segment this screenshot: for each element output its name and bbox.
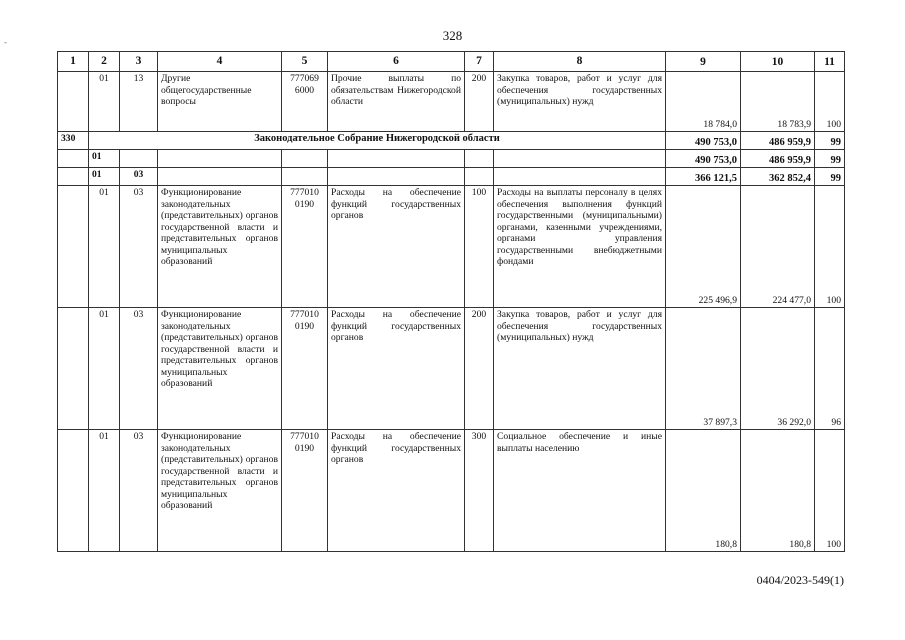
cell-subsection: 03 [120, 308, 158, 430]
cell-expense-type: 100 [465, 186, 494, 308]
cell-empty [282, 150, 328, 168]
cell-subsection: 03 [120, 186, 158, 308]
cell-expense-name: Расходы на выплаты персоналу в целях обеспечения выполнения функций государственными (муниципальными) органами, казенными учреждениями, органами управления государственными внебюджетными фондами [494, 186, 666, 308]
table-row [58, 430, 845, 552]
cell-target-name: Расходы на обеспечение функций государственных органов [328, 308, 465, 430]
cell-planned: 366 121,5 [666, 168, 741, 186]
cell-empty [465, 168, 494, 186]
cell-empty [58, 308, 89, 430]
cell-expense-type: 200 [465, 308, 494, 430]
cell-section: 01 [89, 308, 120, 430]
cell-percent: 100 [815, 186, 845, 308]
department-row [58, 132, 845, 150]
cell-empty [58, 186, 89, 308]
cell-empty [328, 150, 465, 168]
cell-empty [465, 150, 494, 168]
col-header-1: 1 [58, 52, 89, 72]
col-header-5: 5 [282, 52, 328, 72]
subsection-row [58, 168, 845, 186]
budget-table [57, 51, 845, 552]
cell-subsection: 13 [120, 72, 158, 132]
cell-target-code: 777010 0190 [282, 186, 328, 308]
cell-percent: 99 [815, 132, 845, 150]
cell-empty [282, 168, 328, 186]
cell-empty [120, 150, 158, 168]
cell-percent: 99 [815, 150, 845, 168]
cell-planned: 225 496,9 [666, 186, 741, 308]
cell-section-name: Функционирование законодательных (представительных) органов государственной власти и представительных органов муниципальных образований [158, 430, 282, 552]
cell-executed: 224 477,0 [741, 186, 815, 308]
cell-target-name: Расходы на обеспечение функций государственных органов [328, 186, 465, 308]
cell-section: 01 [89, 186, 120, 308]
cell-percent: 99 [815, 168, 845, 186]
cell-department-code: 330 [58, 132, 89, 150]
cell-section: 01 [89, 72, 120, 132]
cell-empty [494, 168, 666, 186]
cell-executed: 486 959,9 [741, 150, 815, 168]
col-header-6: 6 [328, 52, 465, 72]
col-header-3: 3 [120, 52, 158, 72]
col-header-4: 4 [158, 52, 282, 72]
cell-percent: 96 [815, 308, 845, 430]
cell-section: 01 [89, 430, 120, 552]
cell-expense-type: 200 [465, 72, 494, 132]
cell-target-name: Прочие выплаты по обязательствам Нижегородской области [328, 72, 465, 132]
cell-target-code: 777010 0190 [282, 308, 328, 430]
cell-department-name: Законодательное Собрание Нижегородской области [89, 132, 666, 150]
cell-section-name: Функционирование законодательных (представительных) органов государственной власти и представительных органов муниципальных образований [158, 308, 282, 430]
cell-empty [158, 150, 282, 168]
col-header-7: 7 [465, 52, 494, 72]
cell-empty [58, 168, 89, 186]
cell-expense-name: Закупка товаров, работ и услуг для обеспечения государственных (муниципальных) нужд [494, 308, 666, 430]
cell-expense-name: Закупка товаров, работ и услуг для обеспечения государственных (муниципальных) нужд [494, 72, 666, 132]
table-row [58, 186, 845, 308]
table-row [58, 308, 845, 430]
cell-percent: 100 [815, 430, 845, 552]
header-row [58, 52, 845, 72]
page-number: 328 [442, 28, 463, 43]
cell-executed: 180,8 [741, 430, 815, 552]
cell-executed: 486 959,9 [741, 132, 815, 150]
section-row [58, 150, 845, 168]
cell-subsection: 03 [120, 168, 158, 186]
col-header-10: 10 [741, 52, 815, 72]
cell-expense-name: Социальное обеспечение и иные выплаты населению [494, 430, 666, 552]
cell-section-name: Другие общегосударственные вопросы [158, 72, 282, 132]
cell-empty [158, 168, 282, 186]
col-header-2: 2 [89, 52, 120, 72]
cell-target-code: 777069 6000 [282, 72, 328, 132]
cell-subsection: 03 [120, 430, 158, 552]
cell-empty [58, 430, 89, 552]
table-row [58, 72, 845, 132]
cell-section: 01 [89, 150, 120, 168]
cell-expense-type: 300 [465, 430, 494, 552]
cell-section-name: Функционирование законодательных (представительных) органов государственной власти и представительных органов муниципальных образований [158, 186, 282, 308]
cell-planned: 18 784,0 [666, 72, 741, 132]
cell-target-code: 777010 0190 [282, 430, 328, 552]
cell-executed: 18 783,9 [741, 72, 815, 132]
col-header-9: 9 [666, 52, 741, 72]
cell-executed: 36 292,0 [741, 308, 815, 430]
cell-target-name: Расходы на обеспечение функций государственных органов [328, 430, 465, 552]
cell-section: 01 [89, 168, 120, 186]
margin-mark: - [4, 37, 7, 47]
col-header-8: 8 [494, 52, 666, 72]
cell-planned: 180,8 [666, 430, 741, 552]
cell-empty [58, 72, 89, 132]
cell-empty [328, 168, 465, 186]
col-header-11: 11 [815, 52, 845, 72]
cell-percent: 100 [815, 72, 845, 132]
cell-empty [494, 150, 666, 168]
cell-planned: 490 753,0 [666, 150, 741, 168]
cell-executed: 362 852,4 [741, 168, 815, 186]
cell-empty [58, 150, 89, 168]
cell-planned: 490 753,0 [666, 132, 741, 150]
cell-planned: 37 897,3 [666, 308, 741, 430]
document-code: 0404/2023-549(1) [756, 573, 844, 587]
